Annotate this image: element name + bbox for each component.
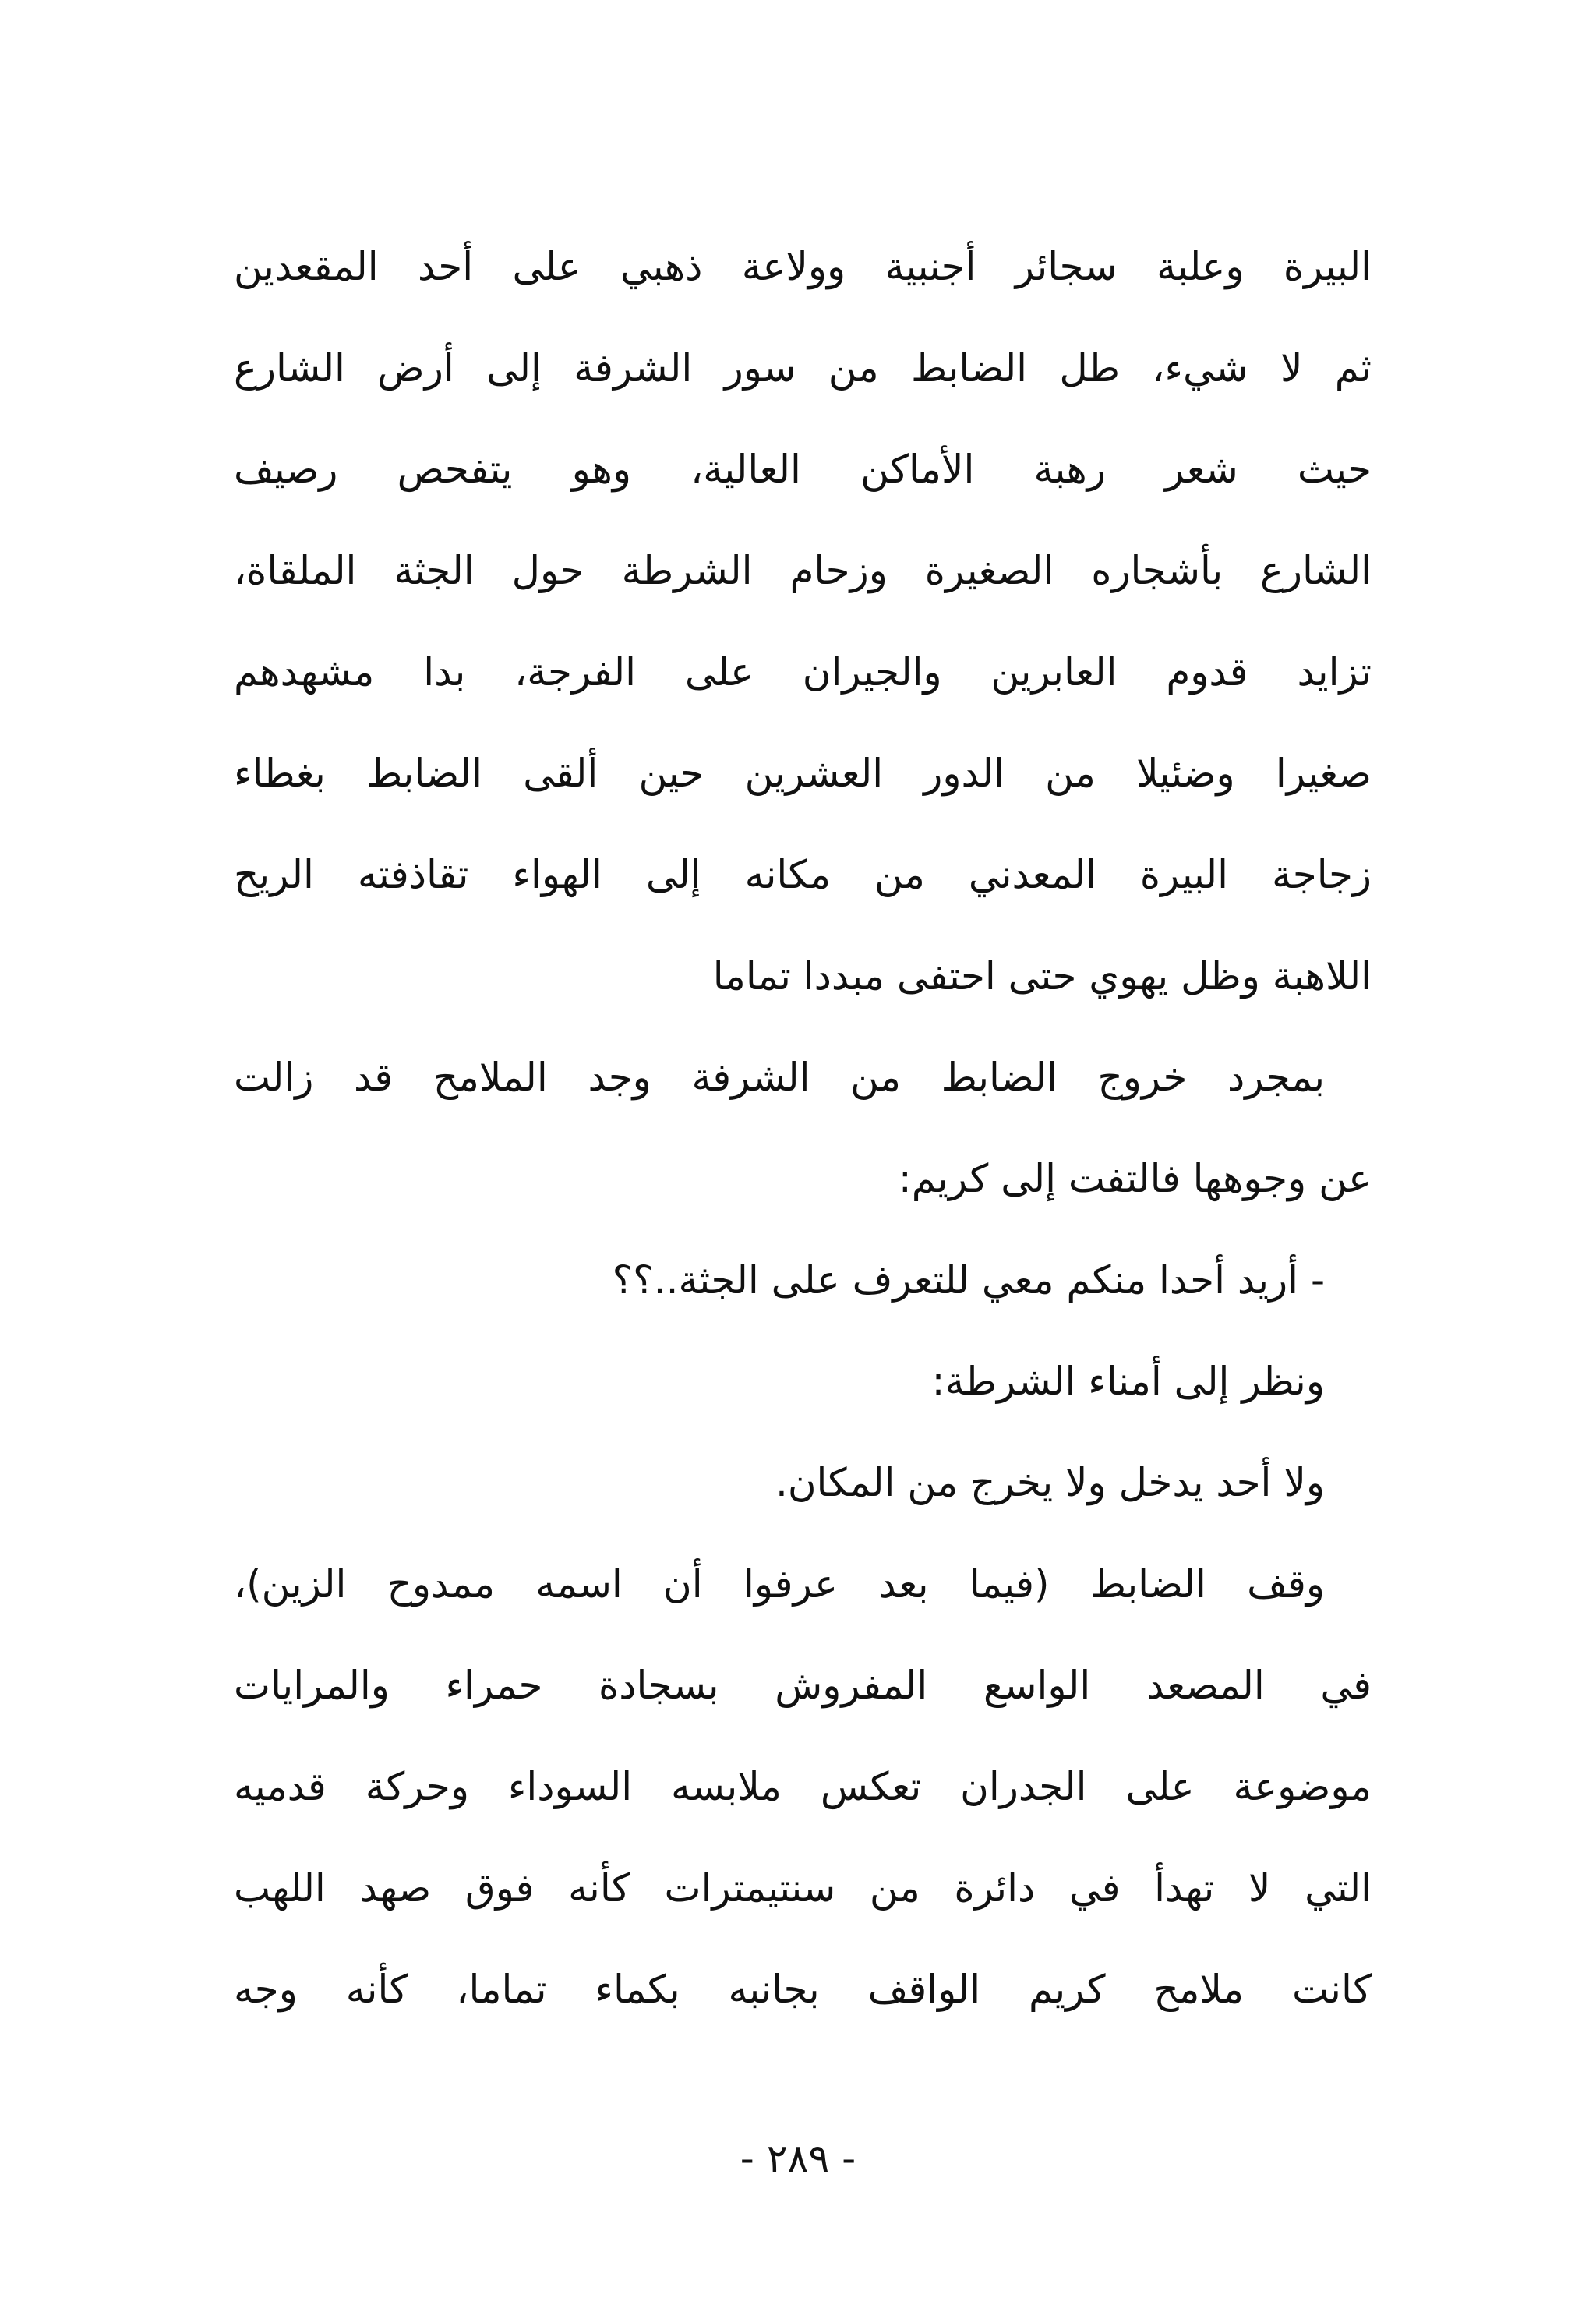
- text-line-3: حيث شعر رهبة الأماكن العالية، وهو يتفحص رصيف: [234, 447, 1372, 492]
- text-line-6: صغيرا وضئيلا من الدور العشرين حين ألقى الضابط بغطاء: [234, 751, 1372, 796]
- page-number: - ٢٨٩ -: [740, 2136, 856, 2181]
- text-line-14: وقف الضابط (فيما بعد عرفوا أن اسمه ممدوح الزين)،: [234, 1561, 1325, 1607]
- text-line-5: تزايد قدوم العابرين والجيران على الفرجة، بدا مشهدهم: [234, 649, 1372, 695]
- text-line-1: البيرة وعلبة سجائر أجنبية وولاعة ذهبي على أحد المقعدين: [234, 244, 1372, 289]
- text-line-15: في المصعد الواسع المفروش بسجادة حمراء والمرايات: [234, 1663, 1372, 1708]
- text-line-12: ونظر إلى أمناء الشرطة:: [931, 1359, 1325, 1404]
- text-line-10: عن وجوهها فالتفت إلى كريم:: [898, 1156, 1372, 1201]
- text-line-11: - أريد أحدا منكم معي للتعرف على الجثة..؟؟: [612, 1257, 1325, 1303]
- text-line-9: بمجرد خروج الضابط من الشرفة وجد الملامح قد زالت: [234, 1055, 1325, 1100]
- text-line-18: كانت ملامح كريم الواقف بجانبه بكماء تماما، كأنه وجه: [234, 1967, 1372, 2012]
- text-line-4: الشارع بأشجاره الصغيرة وزحام الشرطة حول الجثة الملقاة،: [234, 548, 1372, 593]
- text-line-17: التي لا تهدأ في دائرة من سنتيمترات كأنه فوق صهد اللهب: [234, 1865, 1372, 1911]
- text-line-2: ثم لا شيء، طل الضابط من سور الشرفة إلى أرض الشارع: [234, 345, 1372, 391]
- text-line-8: اللاهبة وظل يهوي حتى احتفى مبددا تماما: [712, 953, 1372, 999]
- text-line-16: موضوعة على الجدران تعكس ملابسه السوداء وحركة قدميه: [234, 1764, 1372, 1809]
- text-line-7: زجاجة البيرة المعدني من مكانه إلى الهواء تقاذفته الريح: [234, 852, 1372, 897]
- text-line-13: ولا أحد يدخل ولا يخرج من المكان.: [775, 1460, 1325, 1505]
